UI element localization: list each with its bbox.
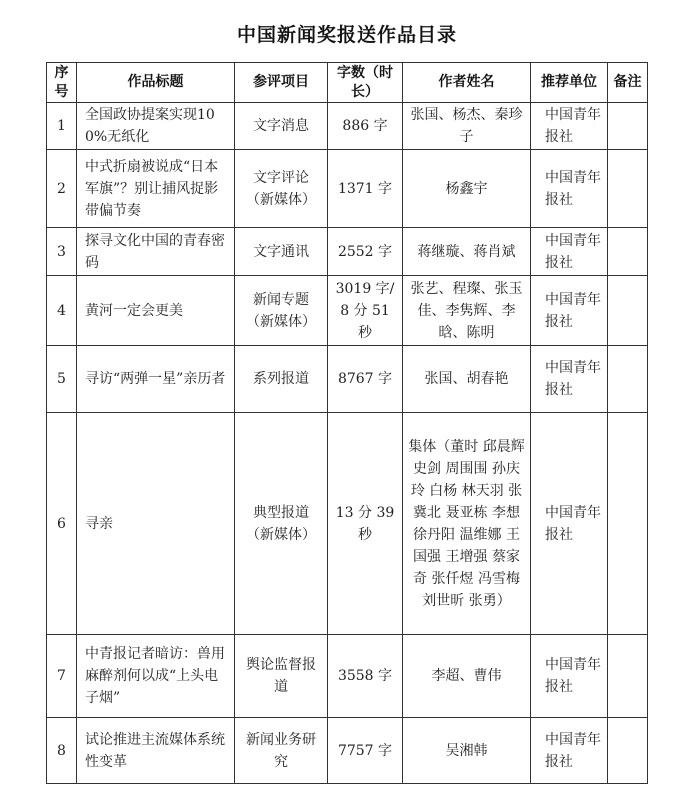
header-authors: 作者姓名 — [403, 63, 531, 103]
row-category: 文字消息 — [235, 103, 328, 150]
row-length: 3019 字/ 8 分 51 秒 — [328, 276, 403, 346]
row-unit: 中国青年报社 — [531, 346, 608, 413]
header-remark: 备注 — [608, 63, 648, 103]
row-length: 13 分 39 秒 — [328, 413, 403, 635]
row-remark — [608, 718, 648, 784]
row-title: 试论推进主流媒体系统性变革 — [77, 718, 235, 784]
row-unit: 中国青年报社 — [531, 413, 608, 635]
row-length: 886 字 — [328, 103, 403, 150]
row-length: 2552 字 — [328, 228, 403, 276]
table-row — [47, 103, 648, 150]
row-unit: 中国青年报社 — [531, 718, 608, 784]
row-length: 8767 字 — [328, 346, 403, 413]
table-row — [47, 276, 648, 346]
row-category: 文字通讯 — [235, 228, 328, 276]
table-row — [47, 346, 648, 413]
row-authors: 蒋继璇、蒋肖斌 — [403, 228, 531, 276]
row-remark — [608, 150, 648, 228]
table-row — [47, 718, 648, 784]
row-no: 2 — [47, 150, 77, 228]
row-category: 系列报道 — [235, 346, 328, 413]
row-length: 1371 字 — [328, 150, 403, 228]
row-remark — [608, 103, 648, 150]
header-no: 序号 — [47, 63, 77, 103]
row-no: 8 — [47, 718, 77, 784]
row-title: 寻访“两弹一星”亲历者 — [77, 346, 235, 413]
header-category: 参评项目 — [235, 63, 328, 103]
row-length: 3558 字 — [328, 635, 403, 718]
row-unit: 中国青年报社 — [531, 276, 608, 346]
row-category: 新闻专题（新媒体） — [235, 276, 328, 346]
row-title: 中青报记者暗访：兽用麻醉剂何以成“上头电子烟” — [77, 635, 235, 718]
row-no: 6 — [47, 413, 77, 635]
row-no: 4 — [47, 276, 77, 346]
row-title: 黄河一定会更美 — [77, 276, 235, 346]
row-no: 7 — [47, 635, 77, 718]
row-category: 新闻业务研究 — [235, 718, 328, 784]
row-title: 全国政协提案实现100%无纸化 — [77, 103, 235, 150]
row-title: 寻亲 — [77, 413, 235, 635]
row-authors: 杨鑫宇 — [403, 150, 531, 228]
row-unit: 中国青年报社 — [531, 150, 608, 228]
row-remark — [608, 276, 648, 346]
row-authors: 集体（董时 邱晨辉 史剑 周围围 孙庆玲 白杨 林天羽 张冀北 聂亚栋 李想 徐丹阳 温维娜 王国强 王增强 蔡家奇 张仟煜 冯雪梅 刘世昕 张勇） — [403, 413, 531, 635]
row-category: 舆论监督报道 — [235, 635, 328, 718]
row-authors: 张国、胡春艳 — [403, 346, 531, 413]
row-length: 7757 字 — [328, 718, 403, 784]
row-no: 1 — [47, 103, 77, 150]
row-category: 典型报道（新媒体） — [235, 413, 328, 635]
table-row — [47, 228, 648, 276]
row-remark — [608, 413, 648, 635]
row-unit: 中国青年报社 — [531, 228, 608, 276]
page-title: 中国新闻奖报送作品目录 — [236, 24, 457, 46]
row-unit: 中国青年报社 — [531, 635, 608, 718]
works-table — [46, 62, 648, 784]
row-authors: 吴湘韩 — [403, 718, 531, 784]
header-unit: 推荐单位 — [531, 63, 608, 103]
row-unit: 中国青年报社 — [531, 103, 608, 150]
row-title: 探寻文化中国的青春密码 — [77, 228, 235, 276]
table-row — [47, 150, 648, 228]
row-authors: 李超、曹伟 — [403, 635, 531, 718]
row-category: 文字评论（新媒体） — [235, 150, 328, 228]
table-row — [47, 635, 648, 718]
header-length: 字数（时长） — [328, 63, 403, 103]
table-header-row — [47, 63, 648, 103]
header-title: 作品标题 — [77, 63, 235, 103]
row-remark — [608, 346, 648, 413]
table-row — [47, 413, 648, 635]
row-authors: 张国、杨杰、秦珍子 — [403, 103, 531, 150]
row-authors: 张艺、程璨、张玉佳、李隽辉、李晗、陈明 — [403, 276, 531, 346]
row-remark — [608, 635, 648, 718]
row-remark — [608, 228, 648, 276]
row-no: 3 — [47, 228, 77, 276]
row-title: 中式折扇被说成“日本军旗”？别让捕风捉影带偏节奏 — [77, 150, 235, 228]
row-no: 5 — [47, 346, 77, 413]
